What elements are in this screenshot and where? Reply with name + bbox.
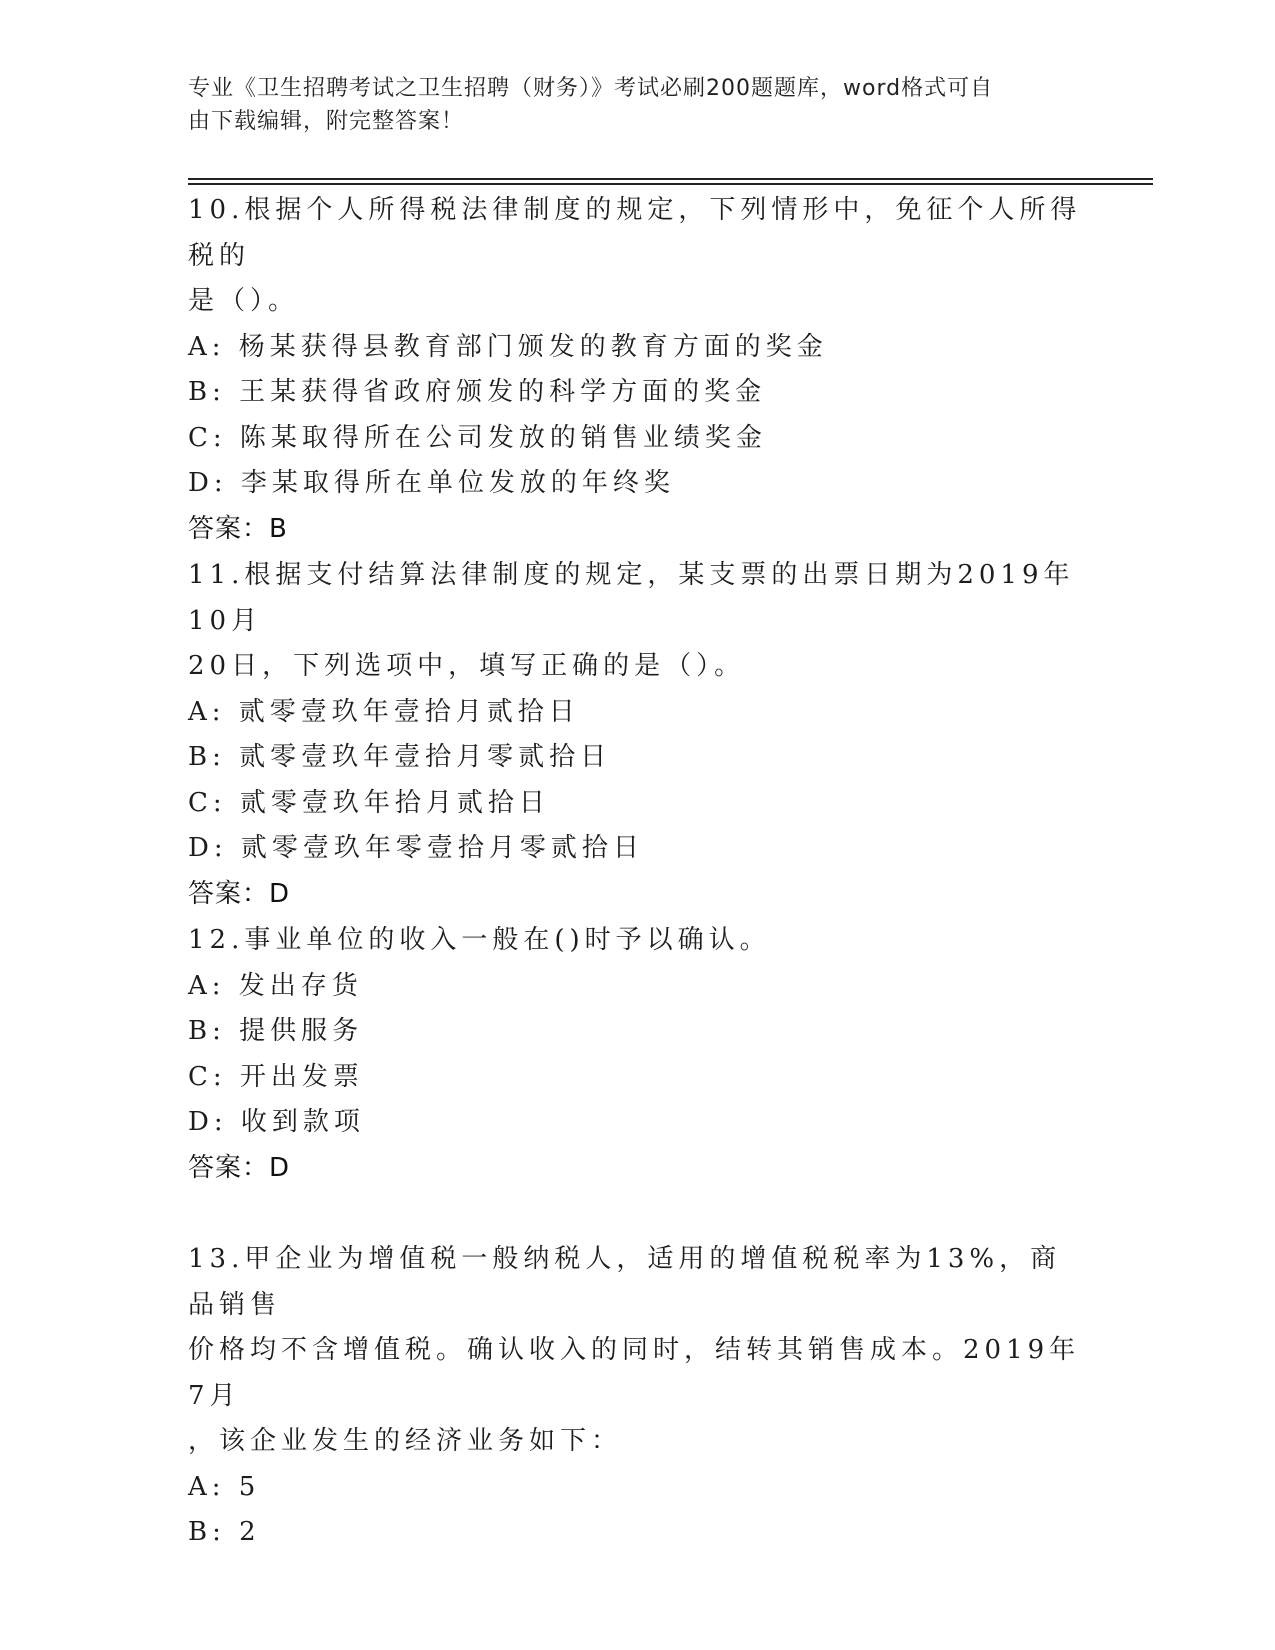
option-a: A: 贰零壹玖年壹拾月贰拾日 xyxy=(188,696,580,727)
question-stem-line: 12.事业单位的收入一般在()时予以确认。 xyxy=(188,925,771,955)
option-b: B: 贰零壹玖年壹拾月零贰拾日 xyxy=(188,742,612,772)
question-stem-line: 20日，下列选项中，填写正确的是（）。 xyxy=(188,651,746,681)
question-stem-line: 10.根据个人所得税法律制度的规定，下列情形中，免征个人所得税的 xyxy=(188,195,1082,271)
question-11 xyxy=(188,553,1088,917)
header-divider-bottom xyxy=(188,183,1153,185)
option-d: D: 贰零壹玖年零壹拾月零贰拾日 xyxy=(188,833,644,863)
answer-line: 答案：D xyxy=(188,878,291,909)
option-b: B: 王某获得省政府颁发的科学方面的奖金 xyxy=(188,377,767,407)
option-d: D: 收到款项 xyxy=(188,1107,365,1137)
option-b: B: 提供服务 xyxy=(188,1016,364,1046)
answer-line: 答案：B xyxy=(188,513,288,544)
option-c: C: 陈某取得所在公司发放的销售业绩奖金 xyxy=(188,422,767,453)
question-12 xyxy=(188,918,1088,1191)
header-line-2: 由下载编辑，附完整答案！ xyxy=(188,109,465,134)
option-a: A: 5 xyxy=(188,1471,261,1502)
option-d: D: 李某取得所在单位发放的年终奖 xyxy=(188,468,675,498)
option-a: A: 杨某获得县教育部门颁发的教育方面的奖金 xyxy=(188,331,828,362)
question-stem-line: 11.根据支付结算法律制度的规定，某支票的出票日期为2019年10月 xyxy=(188,560,1075,636)
header-divider-top xyxy=(188,178,1153,180)
document-header xyxy=(188,72,1068,138)
option-c: C: 贰零壹玖年拾月贰拾日 xyxy=(188,787,550,818)
answer-line: 答案：D xyxy=(188,1152,291,1183)
option-b: B: 2 xyxy=(188,1517,261,1547)
option-c: C: 开出发票 xyxy=(188,1061,364,1092)
option-a: A: 发出存货 xyxy=(188,970,363,1001)
question-10 xyxy=(188,188,1088,552)
question-13 xyxy=(188,1237,1088,1556)
question-stem-line: ，该企业发生的经济业务如下： xyxy=(188,1426,623,1456)
question-stem-line: 是（）。 xyxy=(188,286,300,316)
header-line-1: 专业《卫生招聘考试之卫生招聘（财务）》考试必刷200题题库，word格式可自 xyxy=(188,76,994,101)
question-stem-line: 价格均不含增值税。确认收入的同时，结转其销售成本。2019年7月 xyxy=(188,1335,1081,1411)
question-stem-line: 13.甲企业为增值税一般纳税人，适用的增值税税率为13%，商品销售 xyxy=(188,1244,1062,1320)
